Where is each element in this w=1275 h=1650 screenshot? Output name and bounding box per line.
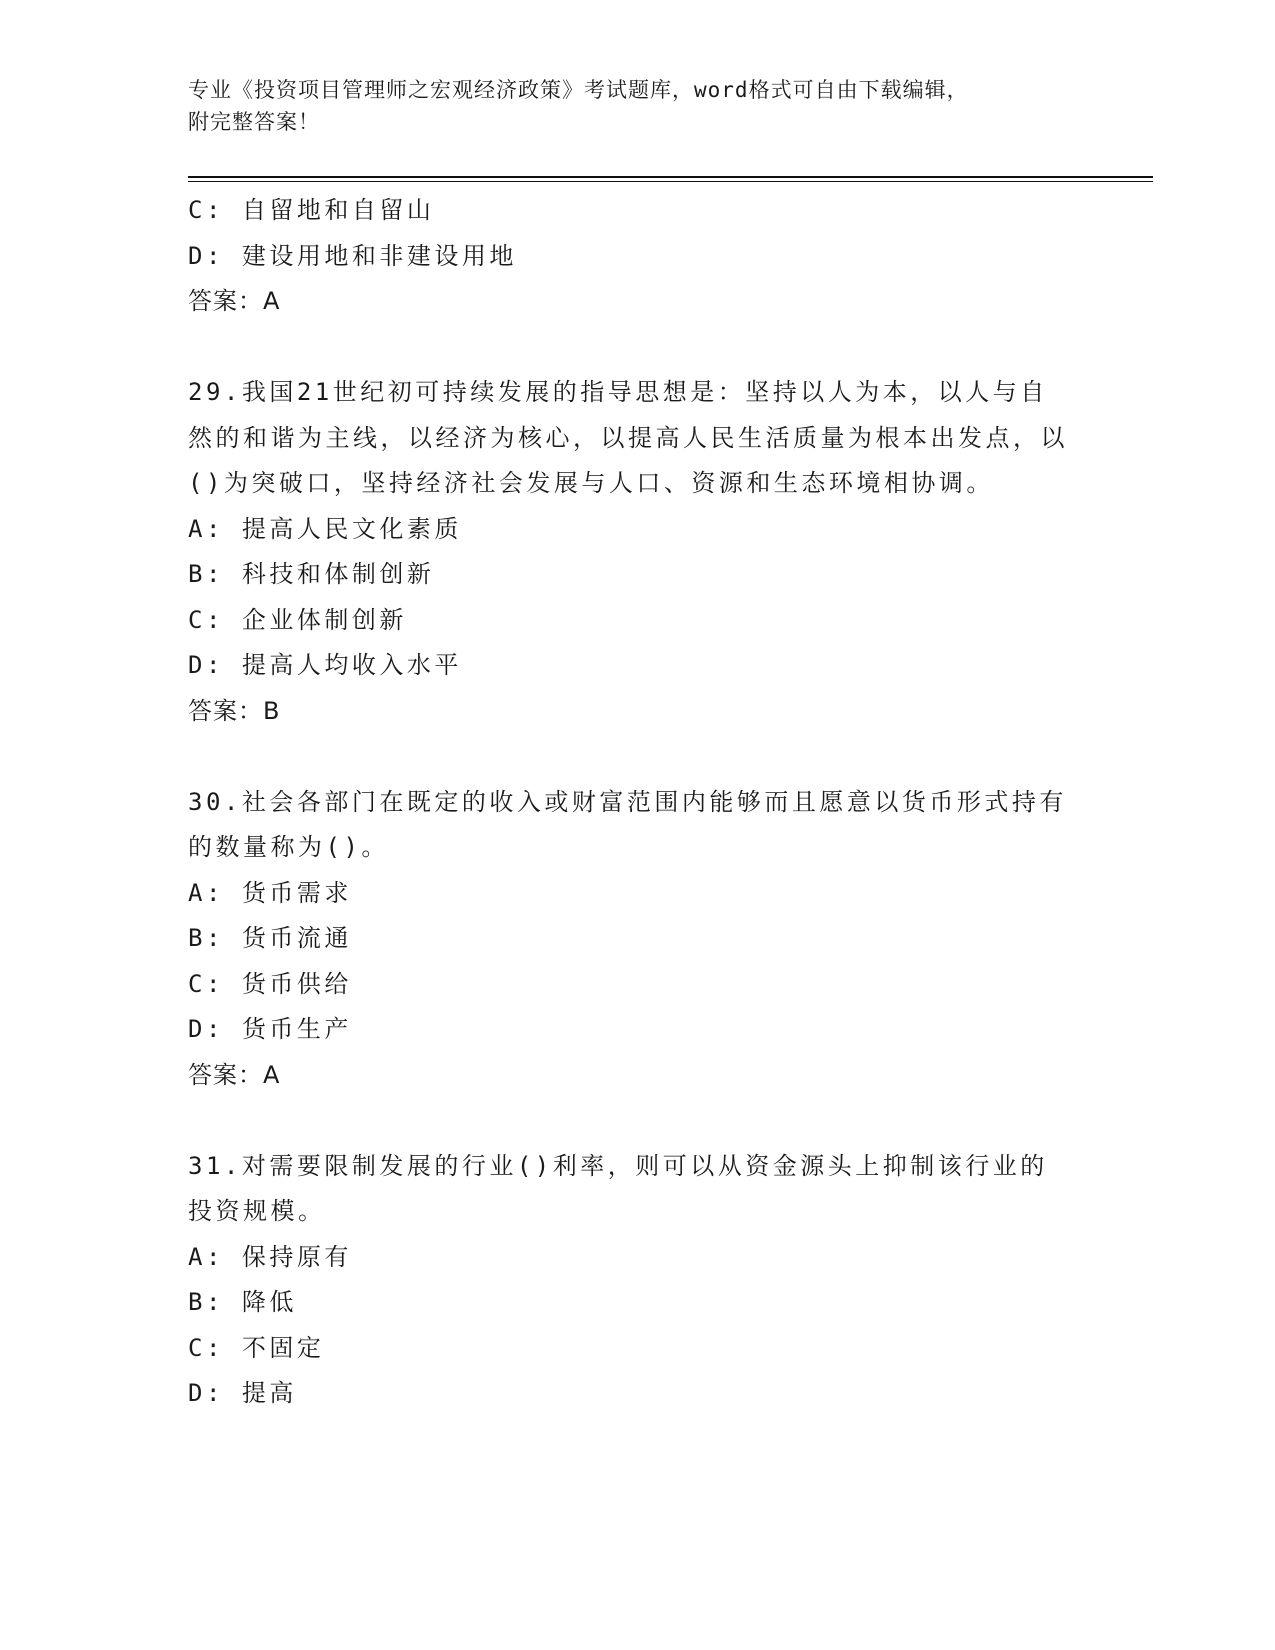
option-d: D: 提高 — [188, 1379, 297, 1407]
question-stem: 29.我国21世纪初可持续发展的指导思想是：坚持以人为本，以人与自然的和谐为主线，以经济为核心，以提高人民生活质量为根本出发点，以()为突破口，坚持经济社会发展与人口、资源和生态环境相协调。 — [188, 378, 1068, 497]
option-c: C: 货币供给 — [188, 969, 352, 998]
option-b: B: 降低 — [188, 1288, 297, 1316]
question-28-tail — [188, 188, 1068, 325]
option-c: C: 不固定 — [188, 1333, 325, 1362]
answer-line: 答案：A — [188, 287, 281, 315]
option-a: A: 提高人民文化素质 — [188, 514, 462, 543]
question-29 — [188, 370, 1068, 734]
option-c: C: 企业体制创新 — [188, 605, 407, 634]
header-line-1: 专业《投资项目管理师之宏观经济政策》考试题库，word格式可自由下载编辑， — [188, 78, 969, 102]
option-b: B: 货币流通 — [188, 924, 352, 952]
answer-line: 答案：A — [188, 1060, 281, 1089]
question-30 — [188, 780, 1068, 1099]
option-d: D: 提高人均收入水平 — [188, 651, 462, 679]
document-header — [188, 74, 1088, 138]
header-divider — [188, 176, 1153, 178]
option-a: A: 货币需求 — [188, 878, 352, 907]
answer-line: 答案：B — [188, 696, 281, 725]
option-d: D: 货币生产 — [188, 1015, 352, 1043]
option-a: A: 保持原有 — [188, 1242, 352, 1271]
option-d: D: 建设用地和非建设用地 — [188, 241, 517, 270]
header-line-2: 附完整答案！ — [188, 110, 320, 134]
question-31 — [188, 1144, 1068, 1417]
option-c: C: 自留地和自留山 — [188, 196, 435, 224]
option-b: B: 科技和体制创新 — [188, 560, 435, 588]
question-stem: 31.对需要限制发展的行业()利率，则可以从资金源头上抑制该行业的投资规模。 — [188, 1151, 1048, 1225]
question-list — [188, 188, 1068, 1417]
question-stem: 30.社会各部门在既定的收入或财富范围内能够而且愿意以货币形式持有的数量称为()。 — [188, 787, 1067, 861]
header-divider-thin — [188, 181, 1153, 182]
